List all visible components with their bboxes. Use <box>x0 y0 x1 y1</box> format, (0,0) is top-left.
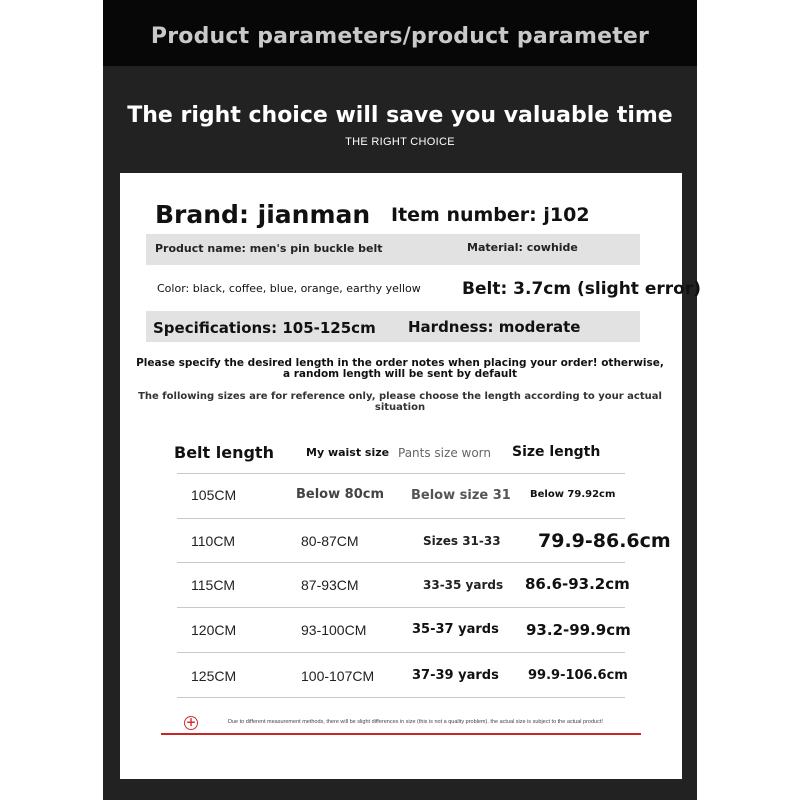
headline: The right choice will save you valuable time <box>127 103 673 128</box>
table-header-pants-size: Pants size worn <box>398 446 491 460</box>
table-cell-pants: 37-39 yards <box>412 668 499 683</box>
reference-note: The following sizes are for reference only, please choose the length according to your actual situation <box>138 391 662 413</box>
table-rule <box>177 652 625 653</box>
table-cell-pants: 33-35 yards <box>423 578 504 592</box>
specifications-label: Specifications: 105-125cm <box>153 319 376 337</box>
table-cell-size-length: 79.9-86.6cm <box>538 530 671 552</box>
table-rule <box>177 607 625 608</box>
subline: THE RIGHT CHOICE <box>345 136 455 148</box>
table-cell-belt-length: 110CM <box>191 533 236 549</box>
table-rule <box>177 518 625 519</box>
table-header-size-length: Size length <box>512 444 601 460</box>
poster-frame <box>103 0 701 800</box>
table-header-belt-length: Belt length <box>174 443 274 462</box>
table-cell-pants: Below size 31 <box>411 488 511 503</box>
plus-circle-icon: + <box>185 715 197 729</box>
page-title: Product parameters/product parameter <box>150 24 650 49</box>
table-cell-pants: 35-37 yards <box>412 622 499 637</box>
table-cell-waist: Below 80cm <box>296 487 384 502</box>
table-cell-pants: Sizes 31-33 <box>423 534 501 548</box>
fine-print: Due to different measurement methods, there will be slight differences in size (this is not a quality problem). the actual size is subject to the actual product! <box>228 719 603 725</box>
belt-width-label: Belt: 3.7cm (slight error) <box>462 279 701 299</box>
table-rule <box>177 562 625 563</box>
table-cell-waist: 80-87CM <box>301 533 359 549</box>
table-cell-waist: 100-107CM <box>301 668 375 684</box>
table-cell-waist: 87-93CM <box>301 577 359 593</box>
table-rule <box>177 697 625 698</box>
spec-card <box>120 173 701 779</box>
material-label: Material: cowhide <box>467 241 578 254</box>
hardness-label: Hardness: moderate <box>408 318 581 336</box>
table-cell-belt-length: 115CM <box>191 577 236 593</box>
brand-label: Brand: jianman <box>155 200 371 229</box>
top-banner <box>103 0 697 66</box>
item-number-label: Item number: j102 <box>391 204 590 226</box>
table-cell-belt-length: 120CM <box>191 622 237 638</box>
order-notice: Please specify the desired length in the order notes when placing your order! otherwise, a random length will be sent by default <box>136 357 664 380</box>
table-cell-belt-length: 125CM <box>191 668 237 684</box>
table-cell-belt-length: 105CM <box>191 487 237 503</box>
table-cell-size-length: 93.2-99.9cm <box>526 621 631 639</box>
table-cell-size-length: Below 79.92cm <box>530 489 616 500</box>
table-cell-size-length: 99.9-106.6cm <box>528 668 628 683</box>
table-cell-waist: 93-100CM <box>301 622 367 638</box>
table-header-waist-size: My waist size <box>306 446 390 459</box>
footer-divider <box>161 733 641 735</box>
color-label: Color: black, coffee, blue, orange, earthy yellow <box>157 282 421 295</box>
table-cell-size-length: 86.6-93.2cm <box>525 575 630 593</box>
table-rule <box>177 473 625 474</box>
product-name-label: Product name: men's pin buckle belt <box>155 242 383 255</box>
